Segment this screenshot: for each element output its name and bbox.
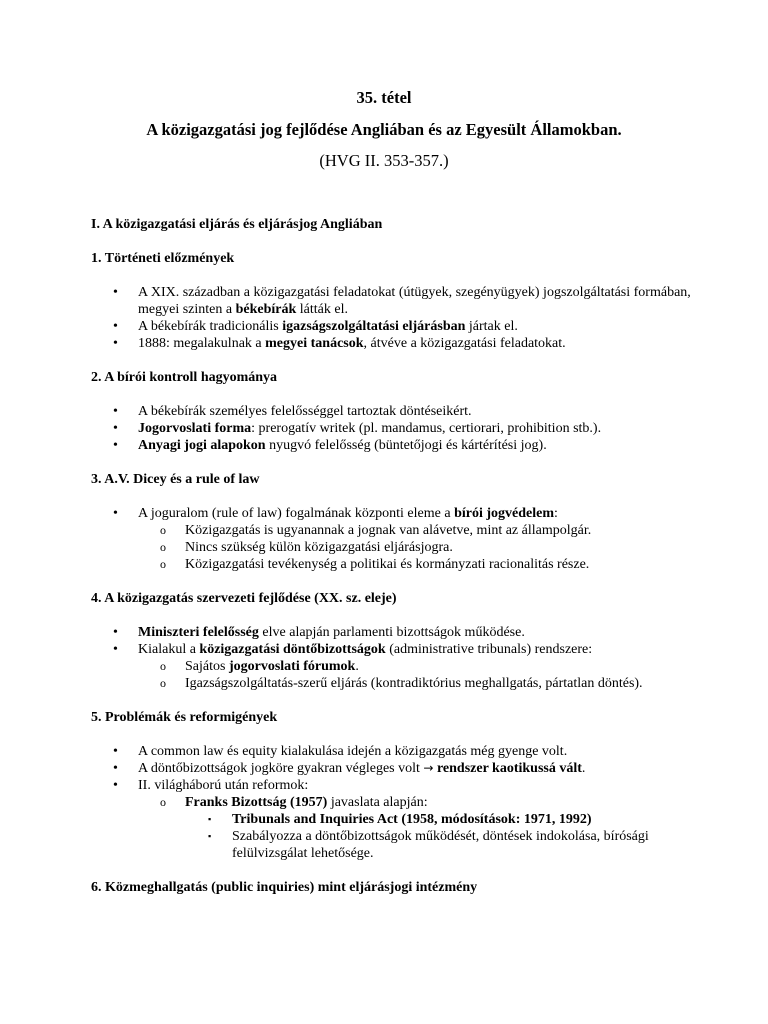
list-item: • A common law és equity kialakulása idején a közigazgatás még gyenge volt. [113, 744, 568, 759]
emphasis: Franks Bizottság (1957) [185, 795, 328, 810]
sub-list [138, 794, 691, 862]
section-heading-1: 1. Történeti előzmények [91, 251, 235, 266]
square-bullet-icon: ▪ [208, 831, 212, 841]
list-item: • A békebírák személyes felelősséggel tartoztak döntéseikért. [113, 404, 472, 419]
emphasis: Miniszteri felelősség [138, 625, 259, 640]
sub-list [138, 658, 691, 692]
sub-sub-list-item: ▪ Szabályozza a döntőbizottságok működését, döntések indokolása, bírósági felülvizsgálat lehetősége. [208, 829, 649, 861]
section-heading-3: 3. A.V. Dicey és a rule of law [91, 472, 260, 487]
bullet-icon: • [113, 761, 118, 776]
emphasis: békebírák [235, 302, 297, 317]
bullet-icon: • [113, 404, 118, 419]
bullet-icon: • [113, 506, 118, 521]
sub-sub-list-item [185, 811, 691, 828]
bullet-icon: • [113, 778, 118, 793]
right-arrow-icon: → [423, 761, 434, 775]
sub-list-item: o Sajátos jogorvoslati fórumok. [160, 659, 359, 674]
list-item: • Kialakul a közigazgatási döntőbizottságok (administrative tribunals) rendszere: o Sajátos jogorvoslati fórumok. o Igazságszolgáltatás-szerű eljárás (kontradiktórius meghallgatás, pártatlan döntés). [91, 641, 691, 692]
list-item: • 1888: megalakulnak a megyei tanácsok, átvéve a közigazgatási feladatokat. [113, 336, 566, 351]
list-item: • II. világháború után reformok: o Franks Bizottság (1957) javaslata alapján: ▪ Tribunals and Inquiries Act (1958, módosítások: 1971, 1992) ▪ Szabályozza a döntőbizottságok működését, döntések indokolása, bírósági felülvizsgálat lehetősége. [91, 777, 691, 862]
section-2-list [91, 403, 691, 454]
emphasis: Jogorvoslati forma [138, 421, 252, 436]
emphasis: bírói jogvédelem [454, 506, 554, 521]
bullet-icon: • [113, 625, 118, 640]
list-item: • Miniszteri felelősség elve alapján parlamenti bizottságok működése. [113, 625, 525, 640]
bullet-icon: • [113, 285, 118, 300]
emphasis: rendszer kaotikussá vált [433, 761, 582, 776]
bullet-icon: • [113, 438, 118, 453]
section-3-list [91, 505, 691, 573]
list-item: • A döntőbizottságok jogköre gyakran végleges volt → rendszer kaotikussá vált. [113, 761, 586, 776]
list-item: • A békebírák tradicionális igazságszolgáltatási eljárásban jártak el. [113, 319, 518, 334]
document-body [91, 216, 691, 896]
bullet-icon: • [113, 421, 118, 436]
square-bullet-icon: ▪ [208, 814, 212, 824]
circle-bullet-icon: o [160, 523, 166, 537]
emphasis: Tribunals and Inquiries Act (1958, módosítások: 1971, 1992) [232, 812, 592, 827]
sub-list-item: o Franks Bizottság (1957) javaslata alapján: ▪ Tribunals and Inquiries Act (1958, módosítások: 1971, 1992) ▪ Szabályozza a döntőbizottságok működését, döntések indokolása, bírósági felülvizsgálat lehetősége. [138, 794, 691, 862]
section-4-list [91, 624, 691, 692]
circle-bullet-icon: o [160, 795, 166, 809]
bullet-icon: • [113, 642, 118, 657]
emphasis: megyei tanácsok [265, 336, 364, 351]
emphasis: jogorvoslati fórumok [228, 659, 356, 674]
list-item: • A XIX. században a közigazgatási feladatokat (útügyek, szegényügyek) jogszolgáltatási formában, megyei szinten a békebírák látták el. [113, 285, 691, 317]
list-item: • A joguralom (rule of law) fogalmának központi eleme a bírói jogvédelem: o Közigazgatás is ugyanannak a jognak van alávetve, mint az állampolgár. o Nincs szükség külön közigazgatási eljárásjogra. o Közigazgatási tevékenység a politikai és kormányzati racionalitás része. [91, 505, 691, 573]
main-section-heading: I. A közigazgatási eljárás és eljárásjog Angliában [91, 217, 383, 232]
section-heading-4: 4. A közigazgatás szervezeti fejlődése (XX. sz. eleje) [91, 591, 397, 606]
sub-sub-list [185, 811, 691, 862]
section-heading-2: 2. A bírói kontroll hagyománya [91, 370, 278, 385]
circle-bullet-icon: o [160, 540, 166, 554]
sub-list-item: o Nincs szükség külön közigazgatási eljárásjogra. [160, 540, 453, 555]
document-reference: (HVG II. 353-357.) [319, 151, 449, 170]
section-heading-6: 6. Közmeghallgatás (public inquiries) mint eljárásjogi intézmény [91, 880, 478, 895]
section-5-list [91, 743, 691, 862]
sub-list-item: o Közigazgatás is ugyanannak a jognak van alávetve, mint az állampolgár. [160, 523, 592, 538]
emphasis: közigazgatási döntőbizottságok [199, 642, 386, 657]
sub-list-item: o Igazságszolgáltatás-szerű eljárás (kontradiktórius meghallgatás, pártatlan döntés). [160, 676, 643, 691]
bullet-icon: • [113, 744, 118, 759]
emphasis: Anyagi jogi alapokon [138, 438, 266, 453]
bullet-icon: • [113, 319, 118, 334]
document-title: A közigazgatási jog fejlődése Angliában és az Egyesült Államokban. [146, 120, 622, 139]
section-heading-5: 5. Problémák és reformigények [91, 710, 278, 725]
thesis-number: 35. tétel [356, 88, 412, 107]
sub-list-item: o Közigazgatási tevékenység a politikai és kormányzati racionalitás része. [160, 557, 590, 572]
bullet-icon: • [113, 336, 118, 351]
circle-bullet-icon: o [160, 659, 166, 673]
circle-bullet-icon: o [160, 676, 166, 690]
section-1-list [91, 284, 691, 352]
circle-bullet-icon: o [160, 557, 166, 571]
emphasis: igazságszolgáltatási eljárásban [282, 319, 466, 334]
sub-list [138, 522, 691, 573]
list-item: • Anyagi jogi alapokon nyugvó felelősség (büntetőjogi és kártérítési jog). [113, 438, 547, 453]
list-item: • Jogorvoslati forma: prerogatív writek (pl. mandamus, certiorari, prohibition stb.). [113, 421, 602, 436]
